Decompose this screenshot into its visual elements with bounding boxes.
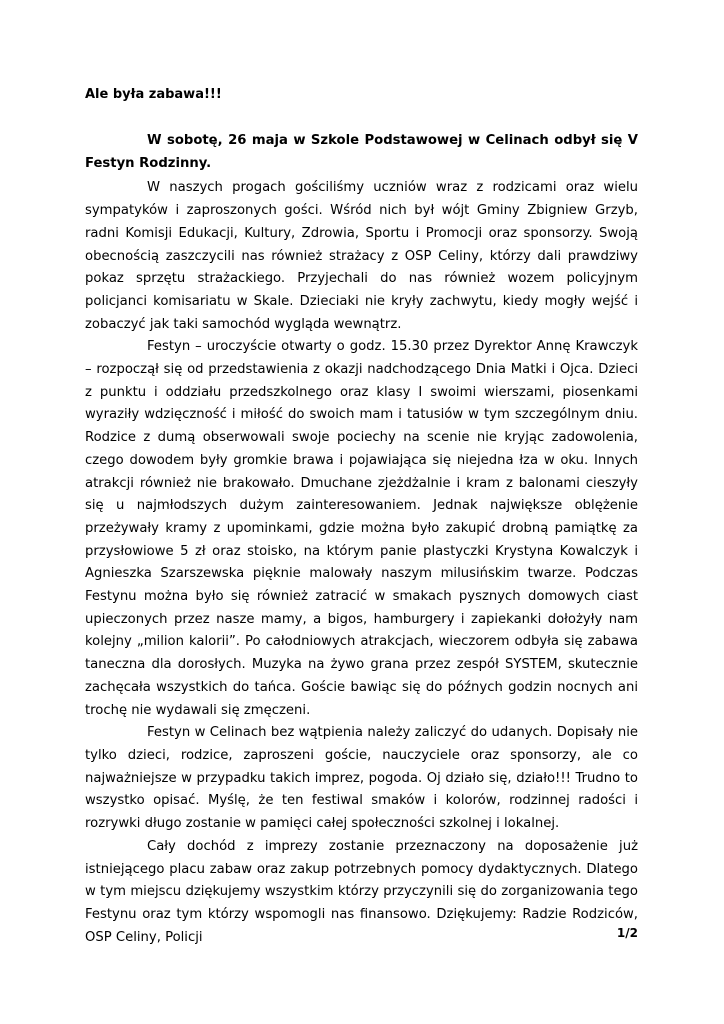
lead-paragraph: W sobotę, 26 maja w Szkole Podstawowej w Celinach odbył się V Festyn Rodzinny. — [85, 133, 638, 171]
article-title: Ale była zabawa!!! — [85, 87, 222, 102]
title-spacer — [85, 106, 638, 130]
paragraph-thanks: Cały dochód z imprezy zostanie przeznaczony na doposażenie już istniejącego placu zabaw oraz zakup potrzebnych pomocy dydaktycznych. Dlatego w tym miejscu dziękujemy wszystkim którzy przyczynili się do zorganizowania tego Festynu oraz tym którzy wspomogli nas finansowo. Dziękujemy: Radzie Rodziców, OSP Celiny, Policji — [85, 838, 638, 945]
paragraph-summary: Festyn w Celinach bez wątpienia należy zaliczyć do udanych. Dopisały nie tylko dzieci, rodzice, zaproszeni goście, nauczyciele oraz sponsorzy, ale co najważniejsze w przypadku takich imprez, pogoda. Oj działo się, działo!!! Trudno to wszystko opisać. Myślę, że ten festiwal smaków i kolorów, rodzinnej radości i rozrywki długo zostanie w pamięci całej społeczności szkolnej i lokalnej. — [85, 725, 638, 832]
document-page — [85, 84, 638, 949]
paragraph-festival: Festyn – uroczyście otwarty o godz. 15.30 przez Dyrektor Annę Krawczyk – rozpoczął się od przedstawienia z okazji nadchodzącego Dnia Matki i Ojca. Dzieci z punktu i oddziału przedszkolnego oraz klasy I swoimi wierszami, piosenkami wyraziły wdzięczność i miłość do swoich mam i tatusiów w tym szczególnym dniu. Rodzice z dumą obserwowali swoje pociechy na scenie nie kryjąc zadowolenia, czego dowodem były gromkie brawa i pojawiająca się niejedna łza w oku. Innych atrakcji również nie brakowało. Dmuchane zjeżdżalnie i kram z balonami cieszyły się u najmłodszych dużym zainteresowaniem. Jednak największe oblężenie przeżywały kramy z upominkami, gdzie można było zakupić drobną pamiątkę za przysłowiowe 5 zł oraz stoisko, na którym panie plastyczki Krystyna Kowalczyk i Agnieszka Szarszewska pięknie malowały naszym milusińskim twarze. Podczas Festynu można było się również zatracić w smakach pysznych domowych ciast upieczonych przez nasze mamy, a bigos, hamburgery i zapiekanki dołożyły nam kolejny „milion kalorii”. Po całodniowych atrakcjach, wieczorem odbyła się zabawa taneczna dla dorosłych. Muzyka na żywo grana przez zespół SYSTEM, skutecznie zachęcała wszystkich do tańca. Goście bawiąc się do późnych godzin nocnych ani trochę nie wydawali się zmęczeni. — [85, 339, 638, 718]
paragraph-guests: W naszych progach gościliśmy uczniów wraz z rodzicami oraz wielu sympatyków i zaproszonych gości. Wśród nich był wójt Gminy Zbigniew Grzyb, radni Komisji Edukacji, Kultury, Zdrowia, Sportu i Promocji oraz sponsorzy. Swoją obecnością zaszczycili nas również strażacy z OSP Celiny, którzy dali prawdziwy pokaz sprzętu strażackiego. Przyjechali do nas również wozem policyjnym policjanci komisariatu w Skale. Dzieciaki nie kryły zachwytu, kiedy mogły wejść i zobaczyć jak taki samochód wygląda wewnątrz. — [85, 180, 638, 332]
page-number: 1/2 — [616, 926, 638, 940]
